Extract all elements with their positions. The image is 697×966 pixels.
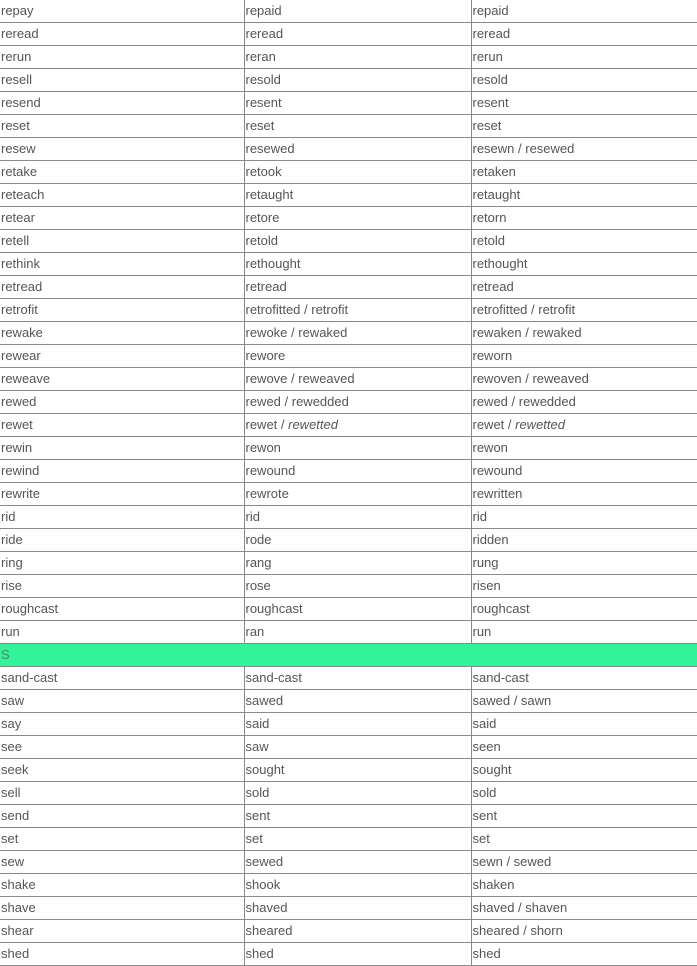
past-participle-cell: [471, 414, 697, 437]
past-simple-cell: retore: [244, 207, 471, 230]
table-row: [0, 184, 697, 207]
table-row: [0, 161, 697, 184]
past-participle-cell: rewed / rewedded: [471, 391, 697, 414]
past-participle-cell: rewoven / reweaved: [471, 368, 697, 391]
past-simple-cell: rode: [244, 529, 471, 552]
past-simple-cell: rewore: [244, 345, 471, 368]
table-row: [0, 92, 697, 115]
past-simple-cell: sold: [244, 782, 471, 805]
past-simple-cell: resold: [244, 69, 471, 92]
base-form-cell: reweave: [0, 368, 244, 391]
past-simple-cell: retaught: [244, 184, 471, 207]
past-participle-cell: said: [471, 713, 697, 736]
base-form-cell: reread: [0, 23, 244, 46]
table-row: [0, 621, 697, 644]
past-simple-cell: rewound: [244, 460, 471, 483]
past-participle-cell: risen: [471, 575, 697, 598]
past-simple-cell: retrofitted / retrofit: [244, 299, 471, 322]
table-row: [0, 552, 697, 575]
past-participle-cell: rewon: [471, 437, 697, 460]
past-participle-cell: sewn / sewed: [471, 851, 697, 874]
base-form-cell: resew: [0, 138, 244, 161]
base-form-cell: shave: [0, 897, 244, 920]
table-row: [0, 483, 697, 506]
past-simple-cell: rewon: [244, 437, 471, 460]
past-participle-cell: reset: [471, 115, 697, 138]
past-simple-cell: sent: [244, 805, 471, 828]
table-row: [0, 782, 697, 805]
table-row: [0, 690, 697, 713]
table-row: [0, 299, 697, 322]
base-form-cell: send: [0, 805, 244, 828]
past-simple-cell: sought: [244, 759, 471, 782]
table-row: [0, 759, 697, 782]
base-form-cell: seek: [0, 759, 244, 782]
past-simple-cell: retread: [244, 276, 471, 299]
past-simple-cell: rang: [244, 552, 471, 575]
base-form-cell: shear: [0, 920, 244, 943]
base-form-cell: rewear: [0, 345, 244, 368]
base-form-cell: resell: [0, 69, 244, 92]
past-simple-cell: roughcast: [244, 598, 471, 621]
past-simple-cell: repaid: [244, 0, 471, 23]
base-form-cell: rewet: [0, 414, 244, 437]
table-row: [0, 713, 697, 736]
past-participle-cell: retrofitted / retrofit: [471, 299, 697, 322]
past-simple-cell: [244, 414, 471, 437]
past-simple-cell: rethought: [244, 253, 471, 276]
base-form-cell: saw: [0, 690, 244, 713]
table-row: [0, 115, 697, 138]
past-simple-cell: set: [244, 828, 471, 851]
past-simple-cell: rewrote: [244, 483, 471, 506]
base-form-cell: rewake: [0, 322, 244, 345]
past-simple-cell: retook: [244, 161, 471, 184]
base-form-cell: run: [0, 621, 244, 644]
alternate-form: rewetted: [515, 417, 565, 432]
base-form-cell: see: [0, 736, 244, 759]
base-form-cell: reset: [0, 115, 244, 138]
past-participle-cell: retorn: [471, 207, 697, 230]
table-row: [0, 874, 697, 897]
past-simple-cell: sewed: [244, 851, 471, 874]
table-row: [0, 207, 697, 230]
table-row: [0, 368, 697, 391]
base-form-cell: rerun: [0, 46, 244, 69]
table-row: [0, 0, 697, 23]
past-participle-cell: retold: [471, 230, 697, 253]
past-participle-cell: shaken: [471, 874, 697, 897]
table-row: [0, 851, 697, 874]
past-simple-cell: rewed / rewedded: [244, 391, 471, 414]
base-form-cell: set: [0, 828, 244, 851]
past-participle-cell: reread: [471, 23, 697, 46]
past-simple-cell: ran: [244, 621, 471, 644]
base-form-cell: retrofit: [0, 299, 244, 322]
base-form-cell: rewed: [0, 391, 244, 414]
table-row: [0, 667, 697, 690]
table-row: [0, 322, 697, 345]
past-participle-cell: shed: [471, 943, 697, 966]
base-form-cell: sell: [0, 782, 244, 805]
base-form-cell: retread: [0, 276, 244, 299]
past-participle-cell: sent: [471, 805, 697, 828]
table-row: [0, 230, 697, 253]
past-simple-cell: shaved: [244, 897, 471, 920]
table-row: [0, 598, 697, 621]
past-simple-cell: saw: [244, 736, 471, 759]
past-simple-cell: reread: [244, 23, 471, 46]
table-row: [0, 506, 697, 529]
past-simple-cell: sawed: [244, 690, 471, 713]
base-form-cell: sew: [0, 851, 244, 874]
past-participle-cell: sold: [471, 782, 697, 805]
table-row: [0, 460, 697, 483]
past-participle-cell: shaved / shaven: [471, 897, 697, 920]
past-participle-cell: roughcast: [471, 598, 697, 621]
base-form-cell: retell: [0, 230, 244, 253]
table-row: [0, 138, 697, 161]
past-simple-cell: reran: [244, 46, 471, 69]
section-header-s: [0, 644, 697, 667]
base-form-cell: rid: [0, 506, 244, 529]
past-simple-cell: resewed: [244, 138, 471, 161]
past-participle-cell: reworn: [471, 345, 697, 368]
past-participle-cell: rewaken / rewaked: [471, 322, 697, 345]
base-form-cell: sand-cast: [0, 667, 244, 690]
base-form-cell: repay: [0, 0, 244, 23]
past-participle-cell: sawed / sawn: [471, 690, 697, 713]
past-participle-cell: rid: [471, 506, 697, 529]
table-row: [0, 437, 697, 460]
table-row: [0, 920, 697, 943]
past-simple-cell: rewove / reweaved: [244, 368, 471, 391]
past-participle-cell: ridden: [471, 529, 697, 552]
base-form-cell: roughcast: [0, 598, 244, 621]
past-participle-cell: seen: [471, 736, 697, 759]
table-row: [0, 253, 697, 276]
past-simple-cell: said: [244, 713, 471, 736]
past-participle-cell: rewritten: [471, 483, 697, 506]
base-form-cell: shed: [0, 943, 244, 966]
table-row: [0, 276, 697, 299]
table-row: [0, 575, 697, 598]
past-participle-cell: rerun: [471, 46, 697, 69]
past-simple-cell: rid: [244, 506, 471, 529]
base-form-cell: ride: [0, 529, 244, 552]
past-participle-cell: rewound: [471, 460, 697, 483]
table-row: [0, 23, 697, 46]
past-participle-cell: sand-cast: [471, 667, 697, 690]
past-simple-cell: rewoke / rewaked: [244, 322, 471, 345]
base-form-cell: rethink: [0, 253, 244, 276]
past-participle-cell: sought: [471, 759, 697, 782]
base-form-cell: retake: [0, 161, 244, 184]
table-row: [0, 736, 697, 759]
base-form-cell: say: [0, 713, 244, 736]
past-participle-cell: set: [471, 828, 697, 851]
past-participle-cell: retread: [471, 276, 697, 299]
past-participle-cell: resold: [471, 69, 697, 92]
past-simple-cell: shook: [244, 874, 471, 897]
table-row: [0, 46, 697, 69]
table-row: [0, 529, 697, 552]
table-row: [0, 805, 697, 828]
section-letter: S: [0, 644, 697, 667]
past-participle-cell: repaid: [471, 0, 697, 23]
past-participle-cell: retaken: [471, 161, 697, 184]
table-row: [0, 69, 697, 92]
past-participle-cell: resewn / resewed: [471, 138, 697, 161]
past-simple-cell: resent: [244, 92, 471, 115]
base-form-cell: shake: [0, 874, 244, 897]
past-participle-cell: rung: [471, 552, 697, 575]
base-form-cell: rise: [0, 575, 244, 598]
past-participle-cell: resent: [471, 92, 697, 115]
table-row: [0, 391, 697, 414]
table-row: [0, 943, 697, 966]
base-form-cell: resend: [0, 92, 244, 115]
alternate-form: rewetted: [288, 417, 338, 432]
base-form-cell: rewrite: [0, 483, 244, 506]
past-simple-cell: sheared: [244, 920, 471, 943]
table-row: [0, 345, 697, 368]
table-row: [0, 414, 697, 437]
main-form: rewet /: [245, 417, 289, 432]
table-row: [0, 828, 697, 851]
past-simple-cell: retold: [244, 230, 471, 253]
past-simple-cell: reset: [244, 115, 471, 138]
base-form-cell: rewin: [0, 437, 244, 460]
past-simple-cell: shed: [244, 943, 471, 966]
past-participle-cell: retaught: [471, 184, 697, 207]
past-simple-cell: rose: [244, 575, 471, 598]
past-participle-cell: sheared / shorn: [471, 920, 697, 943]
base-form-cell: retear: [0, 207, 244, 230]
main-form: rewet /: [472, 417, 516, 432]
base-form-cell: reteach: [0, 184, 244, 207]
table-row: [0, 897, 697, 920]
past-participle-cell: rethought: [471, 253, 697, 276]
base-form-cell: rewind: [0, 460, 244, 483]
base-form-cell: ring: [0, 552, 244, 575]
past-simple-cell: sand-cast: [244, 667, 471, 690]
past-participle-cell: run: [471, 621, 697, 644]
